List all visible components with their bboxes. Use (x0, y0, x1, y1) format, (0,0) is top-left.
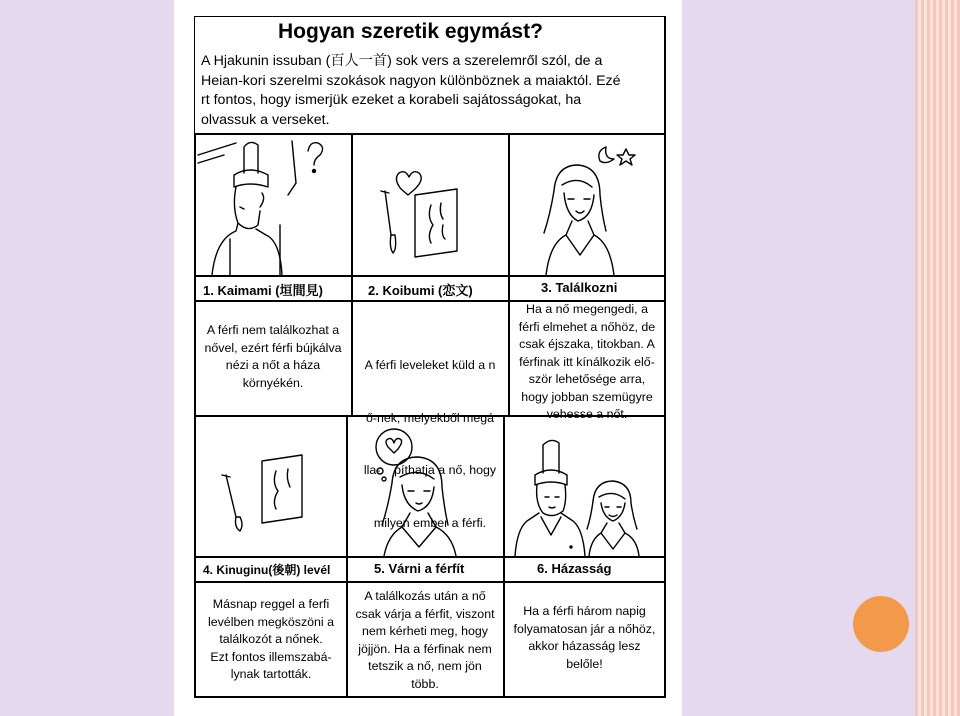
panel-text-line: ször lehetősége arra, (528, 372, 646, 386)
grid-line (194, 581, 666, 583)
panel-text-line: tetszik a nő, nem jön (368, 659, 482, 673)
grid-line (194, 696, 666, 698)
panel-text-line: jöjjön. Ha a férfinak nem (358, 641, 492, 656)
decorative-stripes (915, 0, 960, 716)
panel-text-line: lla- píthatja a nő, hogy (363, 463, 497, 477)
orange-circle-decoration (853, 596, 909, 652)
panel-text-line: A találkozás után a nő (364, 589, 486, 603)
intro-line: Heian-kori szerelmi szokások nagyon különböznek a maiaktól. Ezé (201, 72, 621, 89)
panel-text-line: A férfi nem találkozhat a (206, 323, 340, 337)
illustration-kinuginu (196, 417, 346, 556)
panel-text-line: nem kérheti meg, hogy (361, 624, 489, 638)
panel-text-line: Ha a nő megengedi, a (526, 302, 648, 316)
panel-text-line: csak várja a férfit, viszont (355, 606, 495, 621)
illustration-kaimami (196, 135, 351, 275)
panel-title-varni: 5. Várni a férfít (374, 561, 465, 576)
moon-icon (599, 147, 614, 163)
intro-line: rt fontos, hogy ismerjük ezeket a korabeli sajátosságokat, ha (201, 92, 582, 108)
grid-line (664, 16, 666, 697)
panel-text-line: A férfi leveleket küld a n (364, 358, 496, 372)
illustration-talalkozni (510, 135, 664, 275)
panel-text-line: belőle! (566, 656, 603, 671)
panel-text-line: környékén. (242, 375, 304, 390)
panel-text-line: nézi a nőt a háza (225, 358, 321, 372)
panel-text-line: akkor házasság lesz (528, 639, 641, 653)
panel-text-line: vehesse a nőt. (546, 407, 628, 421)
panel-text-line: találkozót a nőnek. (219, 632, 323, 646)
panel-text-line: levélben megköszöni a (207, 614, 335, 629)
panel-title-talalkozni: 3. Találkozni (541, 280, 618, 295)
star-icon (617, 149, 635, 165)
panel-text-line: Ha a férfi három napig (523, 604, 646, 618)
panel-text-line: folyamatosan jár a nőhöz, (513, 621, 656, 636)
panel-text-line: hogy jobban szemügyre (521, 389, 653, 404)
grid-line (194, 275, 666, 277)
heart-icon (396, 172, 421, 195)
panel-text-line: milyen ember a férfi. (373, 515, 487, 530)
left-background (0, 0, 174, 716)
panel-title-kinuginu: 4. Kinuginu(後朝) levél (203, 563, 331, 577)
intro-line: olvassuk a verseket. (201, 111, 330, 128)
page-title: Hogyan szeretik egymást? (278, 20, 543, 43)
panel-text-hazassag (505, 603, 664, 673)
panel-text-line: Ezt fontos illemszabá- (210, 649, 332, 664)
panel-text-line: férfinak itt kínálkozik elő- (519, 354, 655, 369)
illustration-hazassag (505, 417, 664, 556)
panel-text-line: ő-nek, melyekből megá (365, 410, 495, 425)
intro-text (201, 52, 661, 130)
question-mark-icon (308, 143, 323, 165)
panel-text-kaimami (196, 322, 350, 392)
illustration-koibumi (353, 135, 508, 275)
panel-text-line: férfi elmehet a nőhöz, de (518, 319, 656, 334)
intro-line: A Hjakunin issuban (百人一首) sok vers a szerelemről szól, de a (201, 53, 603, 69)
panel-text-line: lynak tartották. (230, 667, 312, 681)
panel-text-line: csak éjszaka, titokban. A (519, 337, 655, 351)
panel-text-varni (348, 588, 502, 693)
panel-title-koibumi: 2. Koibumi (恋文) (368, 283, 473, 298)
grid-line (194, 556, 666, 558)
panel-text-line: Másnap reggel a ferfi (212, 597, 330, 611)
panel-text-talalkozni (510, 301, 664, 424)
panel-text-line: nővel, ezért férfi bújkálva (204, 340, 342, 355)
panel-title-hazassag: 6. Házasság (537, 561, 612, 576)
illustration-varni (348, 417, 503, 556)
panel-title-kaimami: 1. Kaimami (垣間見) (203, 283, 323, 298)
panel-text-line: több. (411, 676, 439, 691)
panel-text-kinuginu (196, 596, 346, 684)
